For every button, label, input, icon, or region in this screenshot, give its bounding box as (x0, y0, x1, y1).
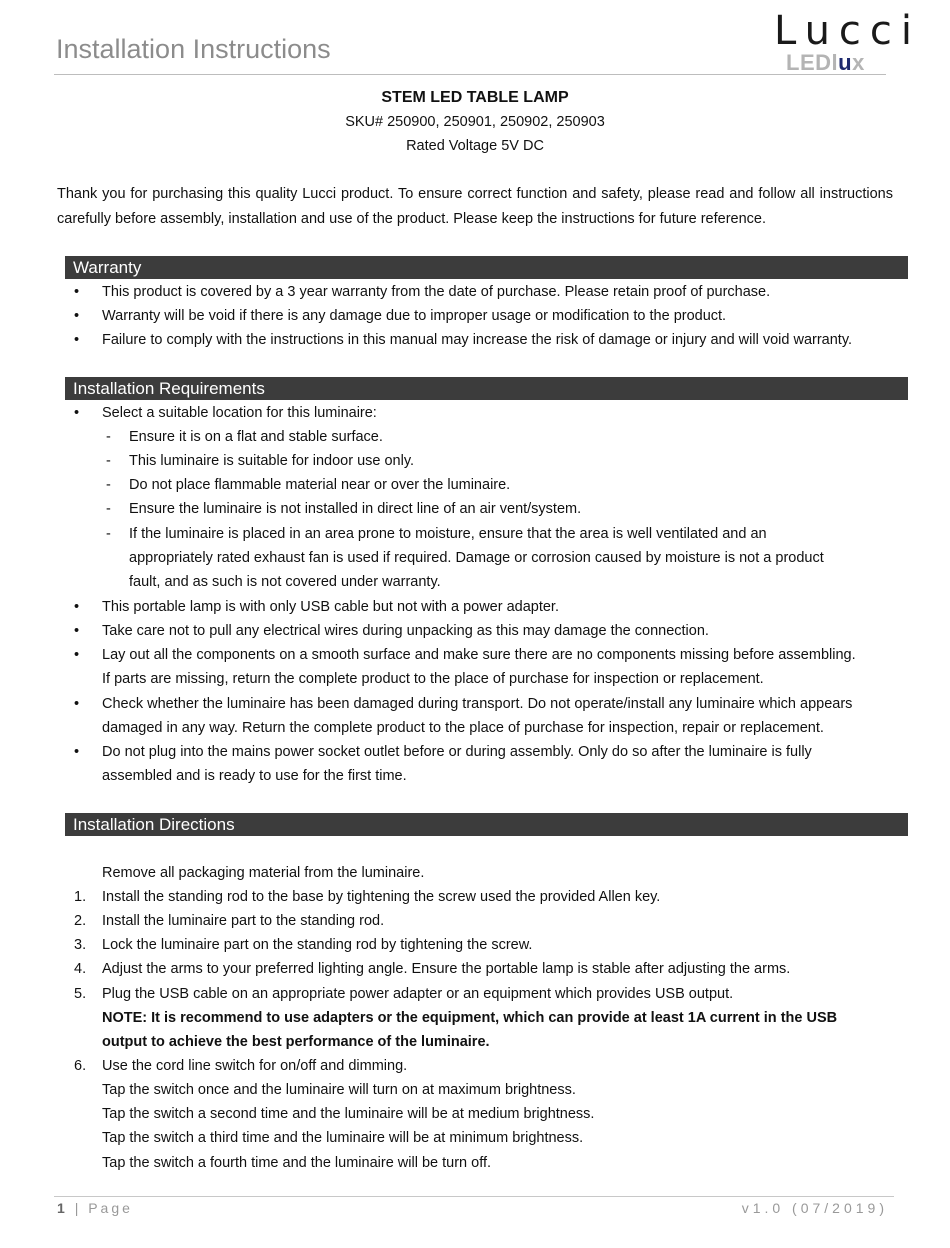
step-text: Lock the luminaire part on the standing rod by tightening the screw. (102, 937, 533, 953)
bullet-marker: • (74, 332, 80, 348)
requirements-item: damaged in any way. Return the complete product to the place of purchase for inspection, repair or replacement. (102, 720, 824, 736)
dash-marker: - (106, 501, 111, 517)
requirements-sub-item: appropriately rated exhaust fan is used if required. Damage or corrosion caused by moisture is not a product (129, 550, 824, 566)
intro-paragraph: Thank you for purchasing this quality Lucci product. To ensure correct function and safety, please read and follow all instructions carefully before assembly, installation and use of the product. Please keep the instructions for future reference. (57, 186, 893, 227)
step-text: Adjust the arms to your preferred lighting angle. Ensure the portable lamp is stable after adjusting the arms. (102, 961, 791, 977)
product-sku: SKU# 250900, 250901, 250902, 250903 (345, 114, 605, 130)
product-voltage: Rated Voltage 5V DC (406, 138, 544, 154)
switch-instruction: Tap the switch a third time and the luminaire will be at minimum brightness. (102, 1130, 584, 1146)
warranty-item: This product is covered by a 3 year warranty from the date of purchase. Please retain proof of purchase. (102, 284, 771, 300)
dash-marker: - (106, 477, 111, 493)
dash-marker: - (106, 429, 111, 445)
lucci-logo (772, 8, 922, 75)
step-number: 5. (74, 986, 87, 1002)
usb-note: NOTE: It is recommend to use adapters or the equipment, which can provide at least 1A current in the USB (102, 1010, 838, 1026)
step-text: Install the luminaire part to the standing rod. (102, 913, 385, 929)
requirements-sub-item: fault, and as such is not covered under warranty. (129, 574, 441, 590)
footer-divider (54, 1196, 894, 1197)
warranty-item: Failure to comply with the instructions in this manual may increase the risk of damage or injury and will void warranty. (102, 332, 853, 348)
dash-marker: - (106, 453, 111, 469)
logo-subbrand-part-u: u (838, 50, 853, 75)
page-label: | Page (74, 1200, 133, 1216)
requirements-location: Select a suitable location for this luminaire: (102, 405, 377, 421)
document-version: v1.0 (07/2019) (741, 1200, 888, 1216)
requirements-item: This portable lamp is with only USB cable but not with a power adapter. (102, 599, 559, 615)
header-divider (54, 74, 886, 75)
document-header-title: Installation Instructions (56, 34, 331, 64)
step-number: 6. (74, 1058, 87, 1074)
requirements-item: Check whether the luminaire has been damaged during transport. Do not operate/install any luminaire which appears (102, 696, 853, 712)
requirements-item: assembled and is ready to use for the first time. (102, 768, 407, 784)
switch-instruction: Tap the switch a fourth time and the luminaire will be turn off. (102, 1155, 492, 1171)
dash-marker: - (106, 526, 111, 542)
bullet-marker: • (74, 744, 80, 760)
directions-pre-step: Remove all packaging material from the luminaire. (102, 865, 425, 881)
logo-wordmark: Lucci (774, 8, 922, 54)
requirements-sub-item: If the luminaire is placed in an area prone to moisture, ensure that the area is well ventilated and an (129, 526, 767, 542)
bullet-marker: • (74, 696, 80, 712)
requirements-item: If parts are missing, return the complete product to the place of purchase for inspection or replacement. (102, 671, 764, 687)
requirements-item: Take care not to pull any electrical wires during unpacking as this may damage the connection. (102, 623, 709, 639)
requirements-sub-item: Ensure it is on a flat and stable surface. (129, 429, 383, 445)
requirements-item: Lay out all the components on a smooth surface and make sure there are no components missing before assembling. (102, 647, 856, 663)
warranty-heading: Warranty (65, 256, 908, 279)
bullet-marker: • (74, 308, 80, 324)
step-text: Use the cord line switch for on/off and dimming. (102, 1058, 408, 1074)
step-number: 2. (74, 913, 87, 929)
switch-instruction: Tap the switch once and the luminaire will turn on at maximum brightness. (102, 1082, 576, 1098)
step-text: Install the standing rod to the base by tightening the screw used the provided Allen key. (102, 889, 661, 905)
logo-subbrand-part-b: x (852, 50, 865, 75)
step-number: 3. (74, 937, 87, 953)
requirements-sub-item: This luminaire is suitable for indoor use only. (129, 453, 415, 469)
step-number: 1. (74, 889, 87, 905)
switch-instruction: Tap the switch a second time and the luminaire will be at medium brightness. (102, 1106, 595, 1122)
requirements-item: Do not plug into the mains power socket outlet before or during assembly. Only do so after the luminaire is fully (102, 744, 812, 760)
logo-subbrand-part-a: LEDl (786, 50, 839, 75)
usb-note: output to achieve the best performance of the luminaire. (102, 1034, 490, 1050)
bullet-marker: • (74, 405, 80, 421)
step-number: 4. (74, 961, 87, 977)
requirements-sub-item: Do not place flammable material near or over the luminaire. (129, 477, 511, 493)
bullet-marker: • (74, 599, 80, 615)
warranty-item: Warranty will be void if there is any damage due to improper usage or modification to the product. (102, 308, 727, 324)
bullet-marker: • (74, 623, 80, 639)
page-number: 1 (57, 1200, 68, 1216)
directions-heading: Installation Directions (65, 813, 908, 836)
requirements-sub-item: Ensure the luminaire is not installed in direct line of an air vent/system. (129, 501, 582, 517)
logo-subbrand (786, 50, 865, 76)
product-name: STEM LED TABLE LAMP (381, 89, 569, 106)
step-text: Plug the USB cable on an appropriate power adapter or an equipment which provides USB output. (102, 986, 734, 1002)
bullet-marker: • (74, 284, 80, 300)
bullet-marker: • (74, 647, 80, 663)
page-indicator (57, 1200, 133, 1216)
requirements-heading: Installation Requirements (65, 377, 908, 400)
